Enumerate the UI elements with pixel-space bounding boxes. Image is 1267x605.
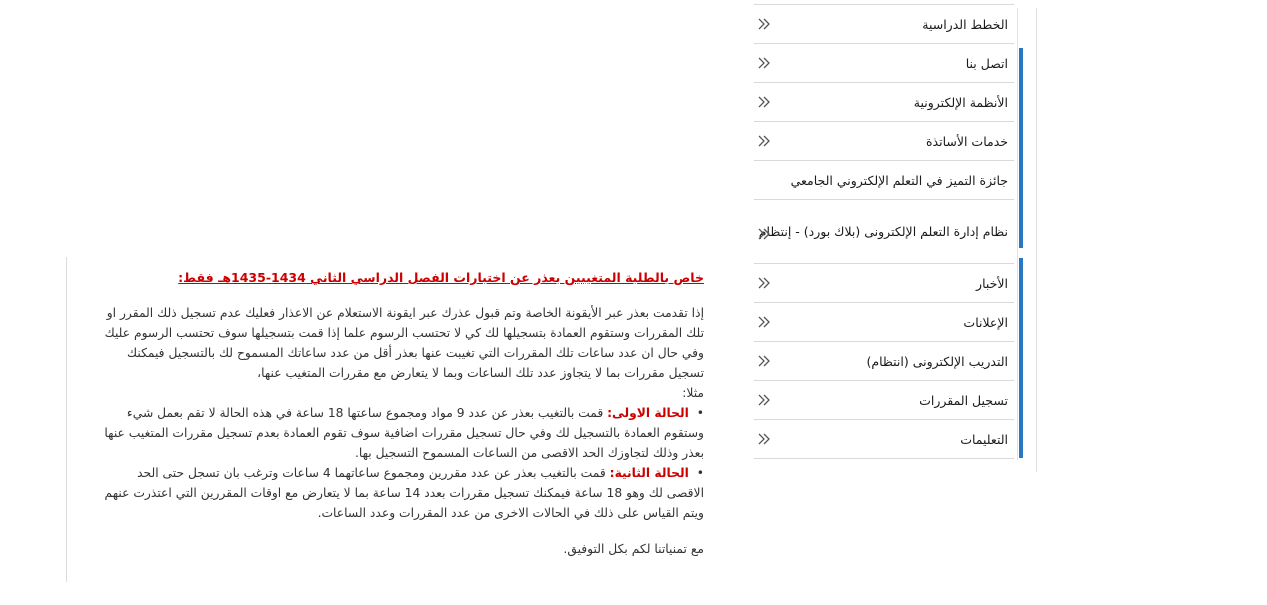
menu-item-announcements[interactable] (754, 303, 1014, 342)
double-chevron-right-icon (756, 132, 772, 150)
double-chevron-right-icon (756, 93, 772, 111)
menu-item-label: الأخبار (976, 275, 1008, 291)
menu-item-label: تسجيل المقررات (919, 392, 1008, 408)
list-item (100, 403, 704, 463)
menu-item-label: اتصل بنا (965, 55, 1008, 71)
double-chevron-right-icon (756, 313, 772, 331)
double-chevron-right-icon (756, 274, 772, 292)
double-chevron-right-icon (756, 352, 772, 370)
double-chevron-right-icon (756, 54, 772, 72)
menu-item-label: الخطط الدراسية (922, 16, 1008, 32)
menu-item-label: التدريب الإلكترونى (انتظام) (866, 353, 1008, 369)
menu-item-label: خدمات الأساتذة (925, 133, 1008, 149)
cases-list (100, 403, 704, 523)
notice-example-label: مثلا: (682, 386, 704, 400)
menu-item-electronic-systems[interactable] (754, 83, 1014, 122)
content-left-border (66, 257, 67, 582)
case-label: الحالة الثانية: (609, 466, 689, 480)
sidebar-divider-line (1017, 8, 1018, 460)
menu-item-blackboard[interactable] (754, 200, 1014, 264)
notice-intro (100, 303, 704, 403)
double-chevron-right-icon (756, 15, 772, 33)
bullet-icon: • (696, 466, 704, 480)
menu-item-study-plans[interactable] (754, 5, 1014, 44)
menu-item-news[interactable] (754, 264, 1014, 303)
menu-item-label: التعليمات (960, 431, 1008, 447)
menu-item-faculty-services[interactable] (754, 122, 1014, 161)
double-chevron-right-icon (756, 225, 772, 243)
notice-title: خاص بالطلبة المتغيبين بعذر عن اختبارات الفصل الدراسي الثاني 1434-1435هـ فقط: (178, 270, 704, 285)
menu-item-label: الإعلانات (963, 314, 1008, 330)
case-label: الحالة الاولى: (607, 406, 689, 420)
sidebar-menu (754, 4, 1014, 459)
case-text: قمت بالتغيب بعذر عن عدد مقررين ومجموع ساعاتهما 4 ساعات وترغب بان تسجل حتى الحد الاقصى لك وهو 18 ساعة فيمكنك تسجيل مقررات بعدد 14 ساعة بما لا يتعارض مع اوقات المقررين التي اعتذرت عنهم ويتم القياس على ذلك في الحالات الاخرى من عدد المقررات وعدد الساعات. (104, 466, 704, 520)
list-item (100, 463, 704, 523)
notice-closing: مع تمنياتنا لكم بكل التوفيق. (563, 542, 704, 556)
menu-item-course-registration[interactable] (754, 381, 1014, 420)
notice-article (100, 268, 704, 559)
menu-item-label: نظام إدارة التعلم الإلكترونى (بلاك بورد) - إنتظام (758, 224, 1008, 239)
bullet-icon: • (696, 406, 704, 420)
menu-item-label: الأنظمة الإلكترونية (913, 94, 1008, 110)
sidebar-outer-line (1036, 8, 1037, 472)
notice-intro-text: إذا تقدمت بعذر عبر الأيقونة الخاصة وتم قبول عذرك عبر ايقونة الاستعلام عن الاعذار فعليك عدم تسجيل ذلك المقرر او تلك المقررات وستقوم العمادة بتسجيلها لك كي لا تحتسب الرسوم علما إذا قمت بتسجيلها سوف تحتسب الرسوم عليك وفي حال ان عدد ساعات تلك المقررات التي تغيبت عنها بعذر أقل من عدد ساعاتك المسموح لك بالتسجيل فيمكنك تسجيل مقررات بما لا يتجاوز عدد تلك الساعات وبما لا يتعارض مع مقررات المتغيب عنها، (104, 306, 704, 380)
menu-item-label: جائزة التميز في التعلم الإلكتروني الجامعي (790, 172, 1008, 188)
double-chevron-right-icon (756, 391, 772, 409)
menu-item-elearning-training[interactable] (754, 342, 1014, 381)
menu-item-elearning-award[interactable] (754, 161, 1014, 200)
menu-item-contact-us[interactable] (754, 44, 1014, 83)
double-chevron-right-icon (756, 430, 772, 448)
sidebar-accent-gap (1019, 248, 1023, 258)
case-text: قمت بالتغيب بعذر عن عدد 9 مواد ومجموع ساعتها 18 ساعة في هذه الحالة لا تقم بعمل شيء وستقوم العمادة بالتسجيل لك وفي حال تسجيل مقررات اضافية سوف تقوم العمادة بعدم تسجيل مقررات المتغيب عنها بعذر وذلك لتجاوزك الحد الاقصى من الساعات المسموح التسجيل بها. (104, 406, 704, 460)
menu-item-instructions[interactable] (754, 420, 1014, 459)
